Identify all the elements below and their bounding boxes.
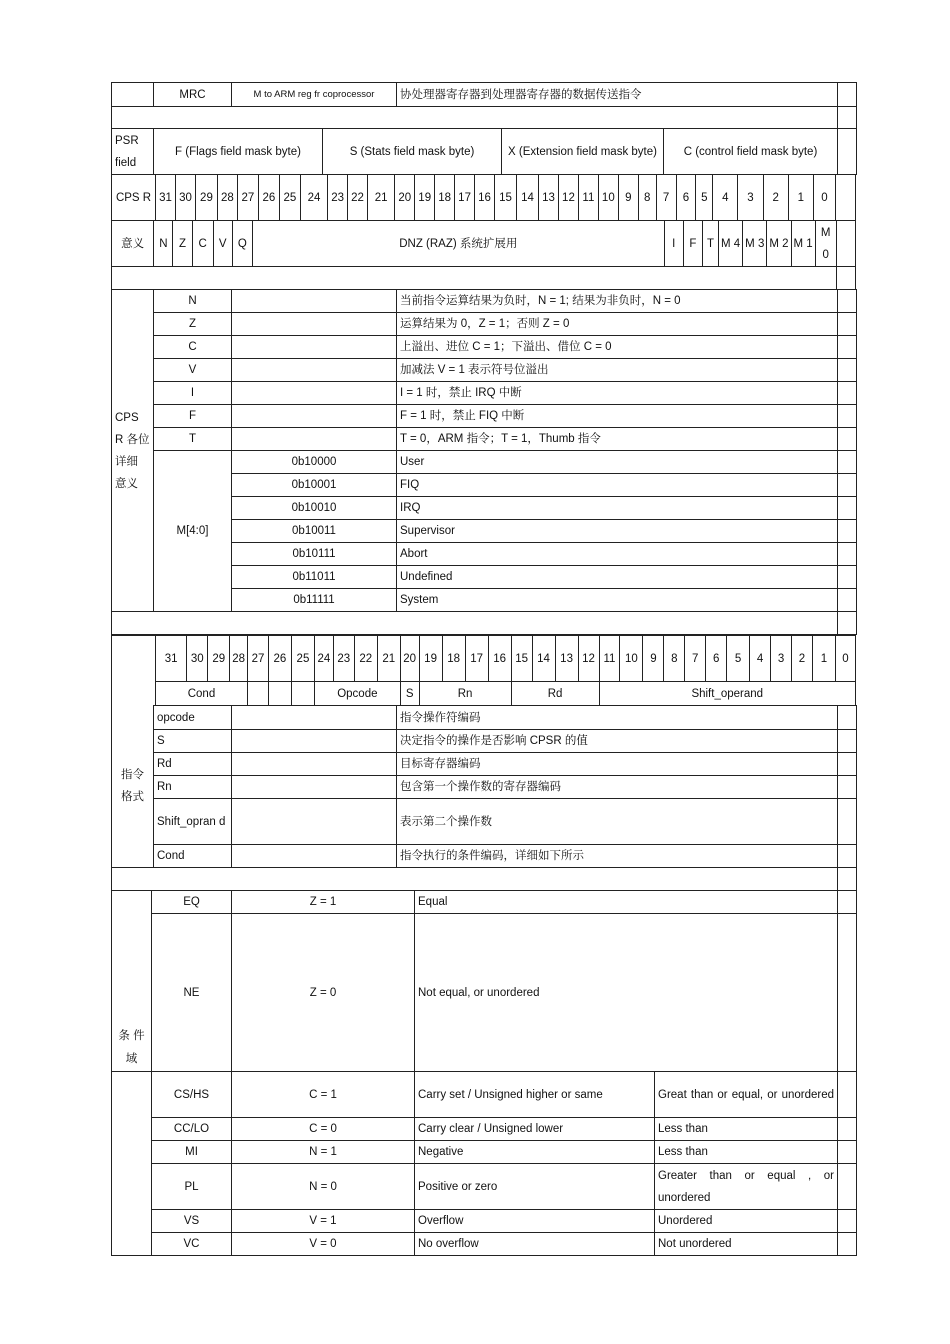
cond-meaning: Positive or zero [415,1164,655,1210]
spacer-row [112,868,857,891]
bit-cell: 5 [727,636,750,682]
spacer-row [112,107,857,129]
mode-name: Undefined [397,566,838,589]
cond-code: EQ [152,891,232,914]
instr-detail-table [111,705,857,891]
bit-cell: 16 [488,636,511,682]
field-shift-operand: Shift_operand [599,682,856,706]
meaning-label: 意义 [112,221,154,267]
bit-cell: 3 [738,175,763,221]
instr-row-name: Shift_opran d [154,799,232,845]
bit-cell: 3 [771,636,792,682]
mode-name: User [397,451,838,474]
flag-name: C [154,336,232,359]
instr-row-desc: 决定指令的操作是否影响 CPSR 的值 [397,730,838,753]
psr-table [111,128,857,175]
cond-flag: V = 0 [232,1233,415,1256]
mode-name: System [397,589,838,612]
cond-code: VS [152,1210,232,1233]
bit-cell: 8 [638,175,656,221]
bit-cell: 16 [475,175,495,221]
cond-meaning: Negative [415,1141,655,1164]
flag-name: Z [154,313,232,336]
bit-cell: 1 [812,636,835,682]
instr-row-name: opcode [154,706,232,730]
edge-cell [838,129,857,175]
flag-f: F [683,221,702,267]
field-opcode: Opcode [314,682,400,706]
bit-cell: 15 [494,175,516,221]
instr-label: 指令 格式 [112,706,154,868]
field-rd: Rd [511,682,599,706]
cond-meaning: No overflow [415,1233,655,1256]
cond-flag: Z = 1 [232,891,415,914]
bit-cell: 1 [788,175,813,221]
bit-cell: 22 [354,636,377,682]
bit-cell: 19 [415,175,435,221]
cond-flag: Z = 0 [232,914,415,1072]
instr-row-name: Cond [154,845,232,868]
flag-name: F [154,405,232,428]
bit-cell: 28 [217,175,237,221]
bit-cell: 12 [558,175,578,221]
bit-cell: 20 [400,636,419,682]
mode-code: 0b10001 [232,474,397,497]
instr-field-row [112,682,856,706]
flag-desc: 运算结果为 0，Z = 1；否则 Z = 0 [397,313,838,336]
cond-meaning: Overflow [415,1210,655,1233]
bit-cell: 30 [187,636,208,682]
flag-name: N [154,290,232,313]
field-cond: Cond [155,682,247,706]
cpsr-bit-row [112,175,856,221]
cond-alt: Not unordered [655,1233,838,1256]
mode-bit-2: M 2 [767,221,791,267]
bit-cell: 9 [643,636,664,682]
cond-table [111,890,857,1256]
bit-cell: 8 [664,636,685,682]
bit-cell: 10 [598,175,618,221]
bit-cell: 13 [539,175,559,221]
bit-cell: 24 [314,636,333,682]
mode-name: FIQ [397,474,838,497]
flag-n: N [154,221,173,267]
cond-meaning: Carry set / Unsigned higher or same [415,1072,655,1118]
mode-code: 0b11011 [232,566,397,589]
bit-cell: 17 [465,636,488,682]
mode-code: 0b10000 [232,451,397,474]
mode-code: 0b10111 [232,543,397,566]
flag-desc: I = 1 时，禁止 IRQ 中断 [397,382,838,405]
flag-q: Q [232,221,252,267]
instr-row-name: Rd [154,753,232,776]
cond-meaning: Carry clear / Unsigned lower [415,1118,655,1141]
psr-f: F (Flags field mask byte) [154,129,323,175]
cond-alt: Greater than or equal , or unordered [655,1164,838,1210]
bit-cell: 4 [713,175,738,221]
bit-cell: 2 [791,636,812,682]
cond-code: CS/HS [152,1072,232,1118]
field-rn: Rn [419,682,511,706]
bit-cell: 0 [813,175,835,221]
cond-code: VC [152,1233,232,1256]
mode-bit-4: M 4 [719,221,743,267]
mode-name: Abort [397,543,838,566]
cond-flag: N = 1 [232,1141,415,1164]
cond-code: PL [152,1164,232,1210]
mode-bit-3: M 3 [743,221,767,267]
field-s: S [400,682,419,706]
meaning-row [112,221,856,267]
flag-desc: 上溢出、进位 C = 1；下溢出、借位 C = 0 [397,336,838,359]
bit-cell: 27 [248,636,269,682]
psr-row [112,129,857,175]
cond-code: NE [152,914,232,1072]
flag-desc: 当前指令运算结果为负时，N = 1; 结果为非负时，N = 0 [397,290,838,313]
mrc-desc-en: M to ARM reg fr coprocessor [232,83,397,107]
bit-cell: 14 [517,175,539,221]
flag-name: T [154,428,232,451]
flag-name: V [154,359,232,382]
instr-row-desc: 目标寄存器编码 [397,753,838,776]
bit-cell: 4 [750,636,771,682]
bit-cell: 23 [333,636,354,682]
bit-cell: 10 [620,636,643,682]
bit-cell: 7 [656,175,676,221]
psr-x: X (Extension field mask byte) [502,129,664,175]
instr-row-name: Rn [154,776,232,799]
instr-row-desc: 包含第一个操作数的寄存器编码 [397,776,838,799]
bit-cell: 31 [156,175,176,221]
bit-cell: 13 [555,636,578,682]
bit-cell: 2 [763,175,788,221]
mode-code: 0b10011 [232,520,397,543]
flag-desc: T = 0，ARM 指令；T = 1，Thumb 指令 [397,428,838,451]
bit-cell: 5 [696,175,713,221]
flag-z: Z [173,221,192,267]
cond-flag: N = 0 [232,1164,415,1210]
edge-cell [835,175,855,221]
bit-cell: 22 [348,175,368,221]
spacer-row [112,612,857,635]
cond-flag: V = 1 [232,1210,415,1233]
cond-flag: C = 0 [232,1118,415,1141]
bit-cell: 20 [395,175,415,221]
cond-meaning: Equal [415,891,838,914]
cpsr-detail-table [111,289,857,635]
cpsr-detail-label: CPS R 各位 详细 意义 [112,290,154,612]
bit-cell: 6 [706,636,727,682]
bit-cell: 18 [435,175,455,221]
bit-cell: 27 [237,175,258,221]
meaning-table [111,220,856,290]
instr-row-desc: 指令执行的条件编码，详细如下所示 [397,845,838,868]
bit-cell: 31 [155,636,186,682]
dnz-field: DNZ (RAZ) 系统扩展用 [252,221,664,267]
cpsr-bits-table [111,174,856,221]
bit-cell: 6 [676,175,696,221]
flag-c: C [192,221,213,267]
bit-cell: 21 [377,636,400,682]
flag-v: V [213,221,232,267]
cond-alt: Less than [655,1118,838,1141]
spacer-row [112,267,856,290]
cond-alt: Less than [655,1141,838,1164]
bit-cell: 26 [268,636,291,682]
mrc-desc-cn: 协处理器寄存器到处理器寄存器的数据传送指令 [397,83,838,107]
flag-t: T [702,221,718,267]
bit-cell: 11 [599,636,620,682]
mode-bit-1: M 1 [791,221,815,267]
mode-name: IRQ [397,497,838,520]
psr-label: PSR field [112,129,154,175]
mode-code: 0b11111 [232,589,397,612]
mode-code: 0b10010 [232,497,397,520]
psr-s: S (Stats field mask byte) [323,129,502,175]
cpsr-label: CPS R [112,175,156,221]
bit-cell: 18 [442,636,465,682]
bit-cell: 0 [835,636,855,682]
bit-cell: 14 [532,636,555,682]
cond-code: MI [152,1141,232,1164]
mode-label: M[4:0] [154,451,232,612]
cond-code: CC/LO [152,1118,232,1141]
cond-flag: C = 1 [232,1072,415,1118]
cond-alt: Great than or equal, or unordered [655,1072,838,1118]
bit-cell: 12 [578,636,599,682]
bit-cell: 26 [258,175,279,221]
bit-cell: 7 [685,636,706,682]
bit-cell: 25 [279,175,300,221]
bit-cell: 25 [291,636,314,682]
mode-bit-0: M 0 [815,221,836,267]
bit-cell: 30 [176,175,196,221]
instr-row-desc: 表示第二个操作数 [397,799,838,845]
instr-bits-table [111,635,856,706]
bit-cell: 29 [195,175,217,221]
flag-name: I [154,382,232,405]
cpsr-table [111,82,857,129]
flag-i: I [664,221,683,267]
psr-c: C (control field mask byte) [664,129,838,175]
flag-desc: F = 1 时，禁止 FIQ 中断 [397,405,838,428]
bit-cell: 21 [368,175,395,221]
edge-cell [838,83,857,107]
cond-alt: Unordered [655,1210,838,1233]
bit-cell: 11 [578,175,598,221]
bit-cell: 29 [208,636,230,682]
mode-name: Supervisor [397,520,838,543]
edge-cell [836,221,855,267]
cond-meaning: Not equal, or unordered [415,914,838,1072]
bit-cell: 19 [419,636,442,682]
bit-cell: 15 [511,636,532,682]
bit-cell: 9 [618,175,638,221]
cond-label: 条 件 域 [112,891,152,1072]
bit-cell: 23 [328,175,348,221]
flag-desc: 加减法 V = 1 表示符号位溢出 [397,359,838,382]
mrc-blank [112,83,154,107]
bit-cell: 24 [300,175,327,221]
bit-cell: 28 [230,636,248,682]
bit-cell: 17 [455,175,475,221]
mrc-name: MRC [154,83,232,107]
instr-row-name: S [154,730,232,753]
instr-row-desc: 指令操作符编码 [397,706,838,730]
mrc-row [112,83,857,107]
